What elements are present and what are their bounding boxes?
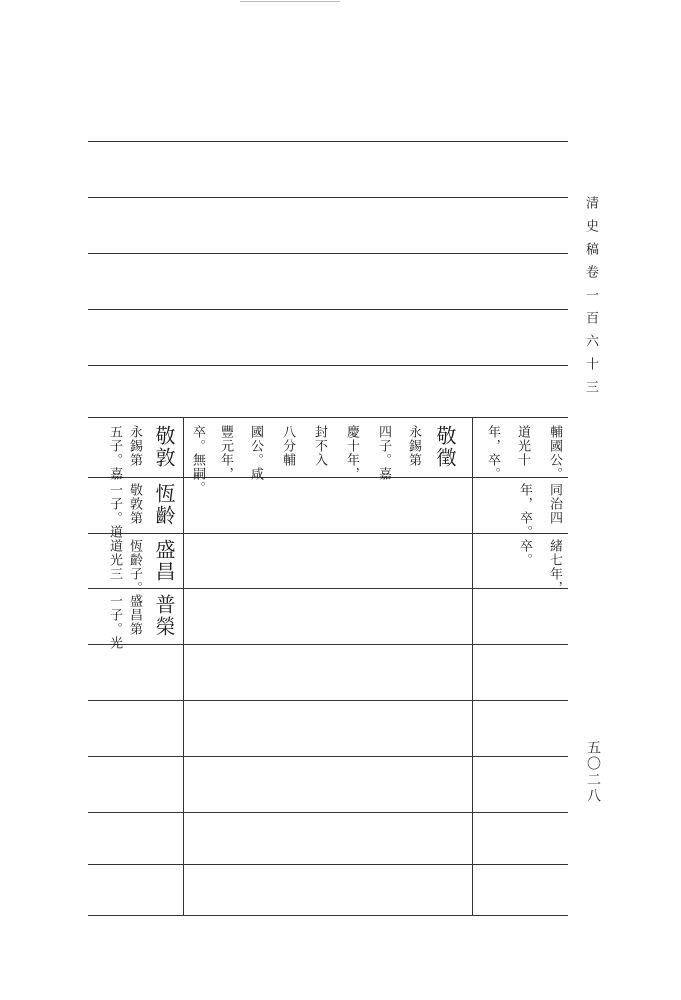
table-row: [88, 588, 183, 650]
upper-rule-2: [88, 197, 568, 198]
entry-line: 卒。: [517, 539, 532, 567]
upper-rule-5: [88, 365, 568, 366]
person-note: 盛昌第: [127, 594, 142, 636]
right-entry: [472, 417, 568, 481]
table-row: [88, 477, 183, 539]
upper-rule-4: [88, 309, 568, 310]
table-divider-left: [183, 417, 184, 915]
entry-line: 永錫第: [406, 425, 421, 467]
table-row: [88, 417, 183, 481]
entry-line: 慶十年，: [344, 425, 359, 481]
person-name: 敬敦: [152, 425, 176, 469]
top-margin-rule: [240, 1, 340, 2]
entry-line: 年，卒。: [517, 483, 532, 539]
person-note: 道光三: [107, 539, 122, 581]
entry-line: 國公。咸: [248, 425, 263, 481]
entry-line: 四子。嘉: [376, 425, 391, 481]
entry-line: 同治四: [547, 483, 562, 525]
person-note: 一子。光: [107, 594, 122, 650]
entry-line: 豐元年，: [218, 425, 233, 481]
middle-entry: [183, 417, 472, 495]
right-entry: [472, 533, 568, 595]
table-row: [88, 533, 183, 595]
person-name: 恆齡: [152, 483, 176, 527]
person-name: 盛昌: [152, 539, 176, 583]
row-rule-5: [88, 700, 568, 701]
entry-line: 卒。無嗣。: [190, 425, 205, 495]
entry-line: 道光十: [515, 425, 530, 467]
upper-rule-3: [88, 253, 568, 254]
entry-line: 年，卒。: [485, 425, 500, 481]
person-name: 敬徵: [433, 425, 457, 469]
entry-line: 輔國公。: [547, 425, 562, 481]
table-bottom-rule: [88, 915, 568, 916]
entry-line: 緒七年，: [547, 539, 562, 595]
page-number: 五〇二八: [585, 740, 601, 804]
row-rule-4: [88, 644, 568, 645]
person-note: 恆齡子。: [127, 539, 142, 595]
row-rule-6: [88, 756, 568, 757]
person-name: 普榮: [152, 594, 176, 638]
entry-line: 八分輔: [280, 425, 295, 467]
row-rule-7: [88, 812, 568, 813]
row-rule-8: [88, 864, 568, 865]
person-note: 敬敦第: [127, 483, 142, 525]
upper-rule-1: [88, 141, 568, 142]
person-note: 一子。道: [107, 483, 122, 539]
person-note: 五子。嘉: [107, 425, 122, 481]
entry-line: 封不入: [312, 425, 327, 467]
running-title: 清史稿卷一百六十三: [583, 196, 598, 403]
person-note: 永錫第: [127, 425, 142, 467]
right-entry: [472, 477, 568, 539]
